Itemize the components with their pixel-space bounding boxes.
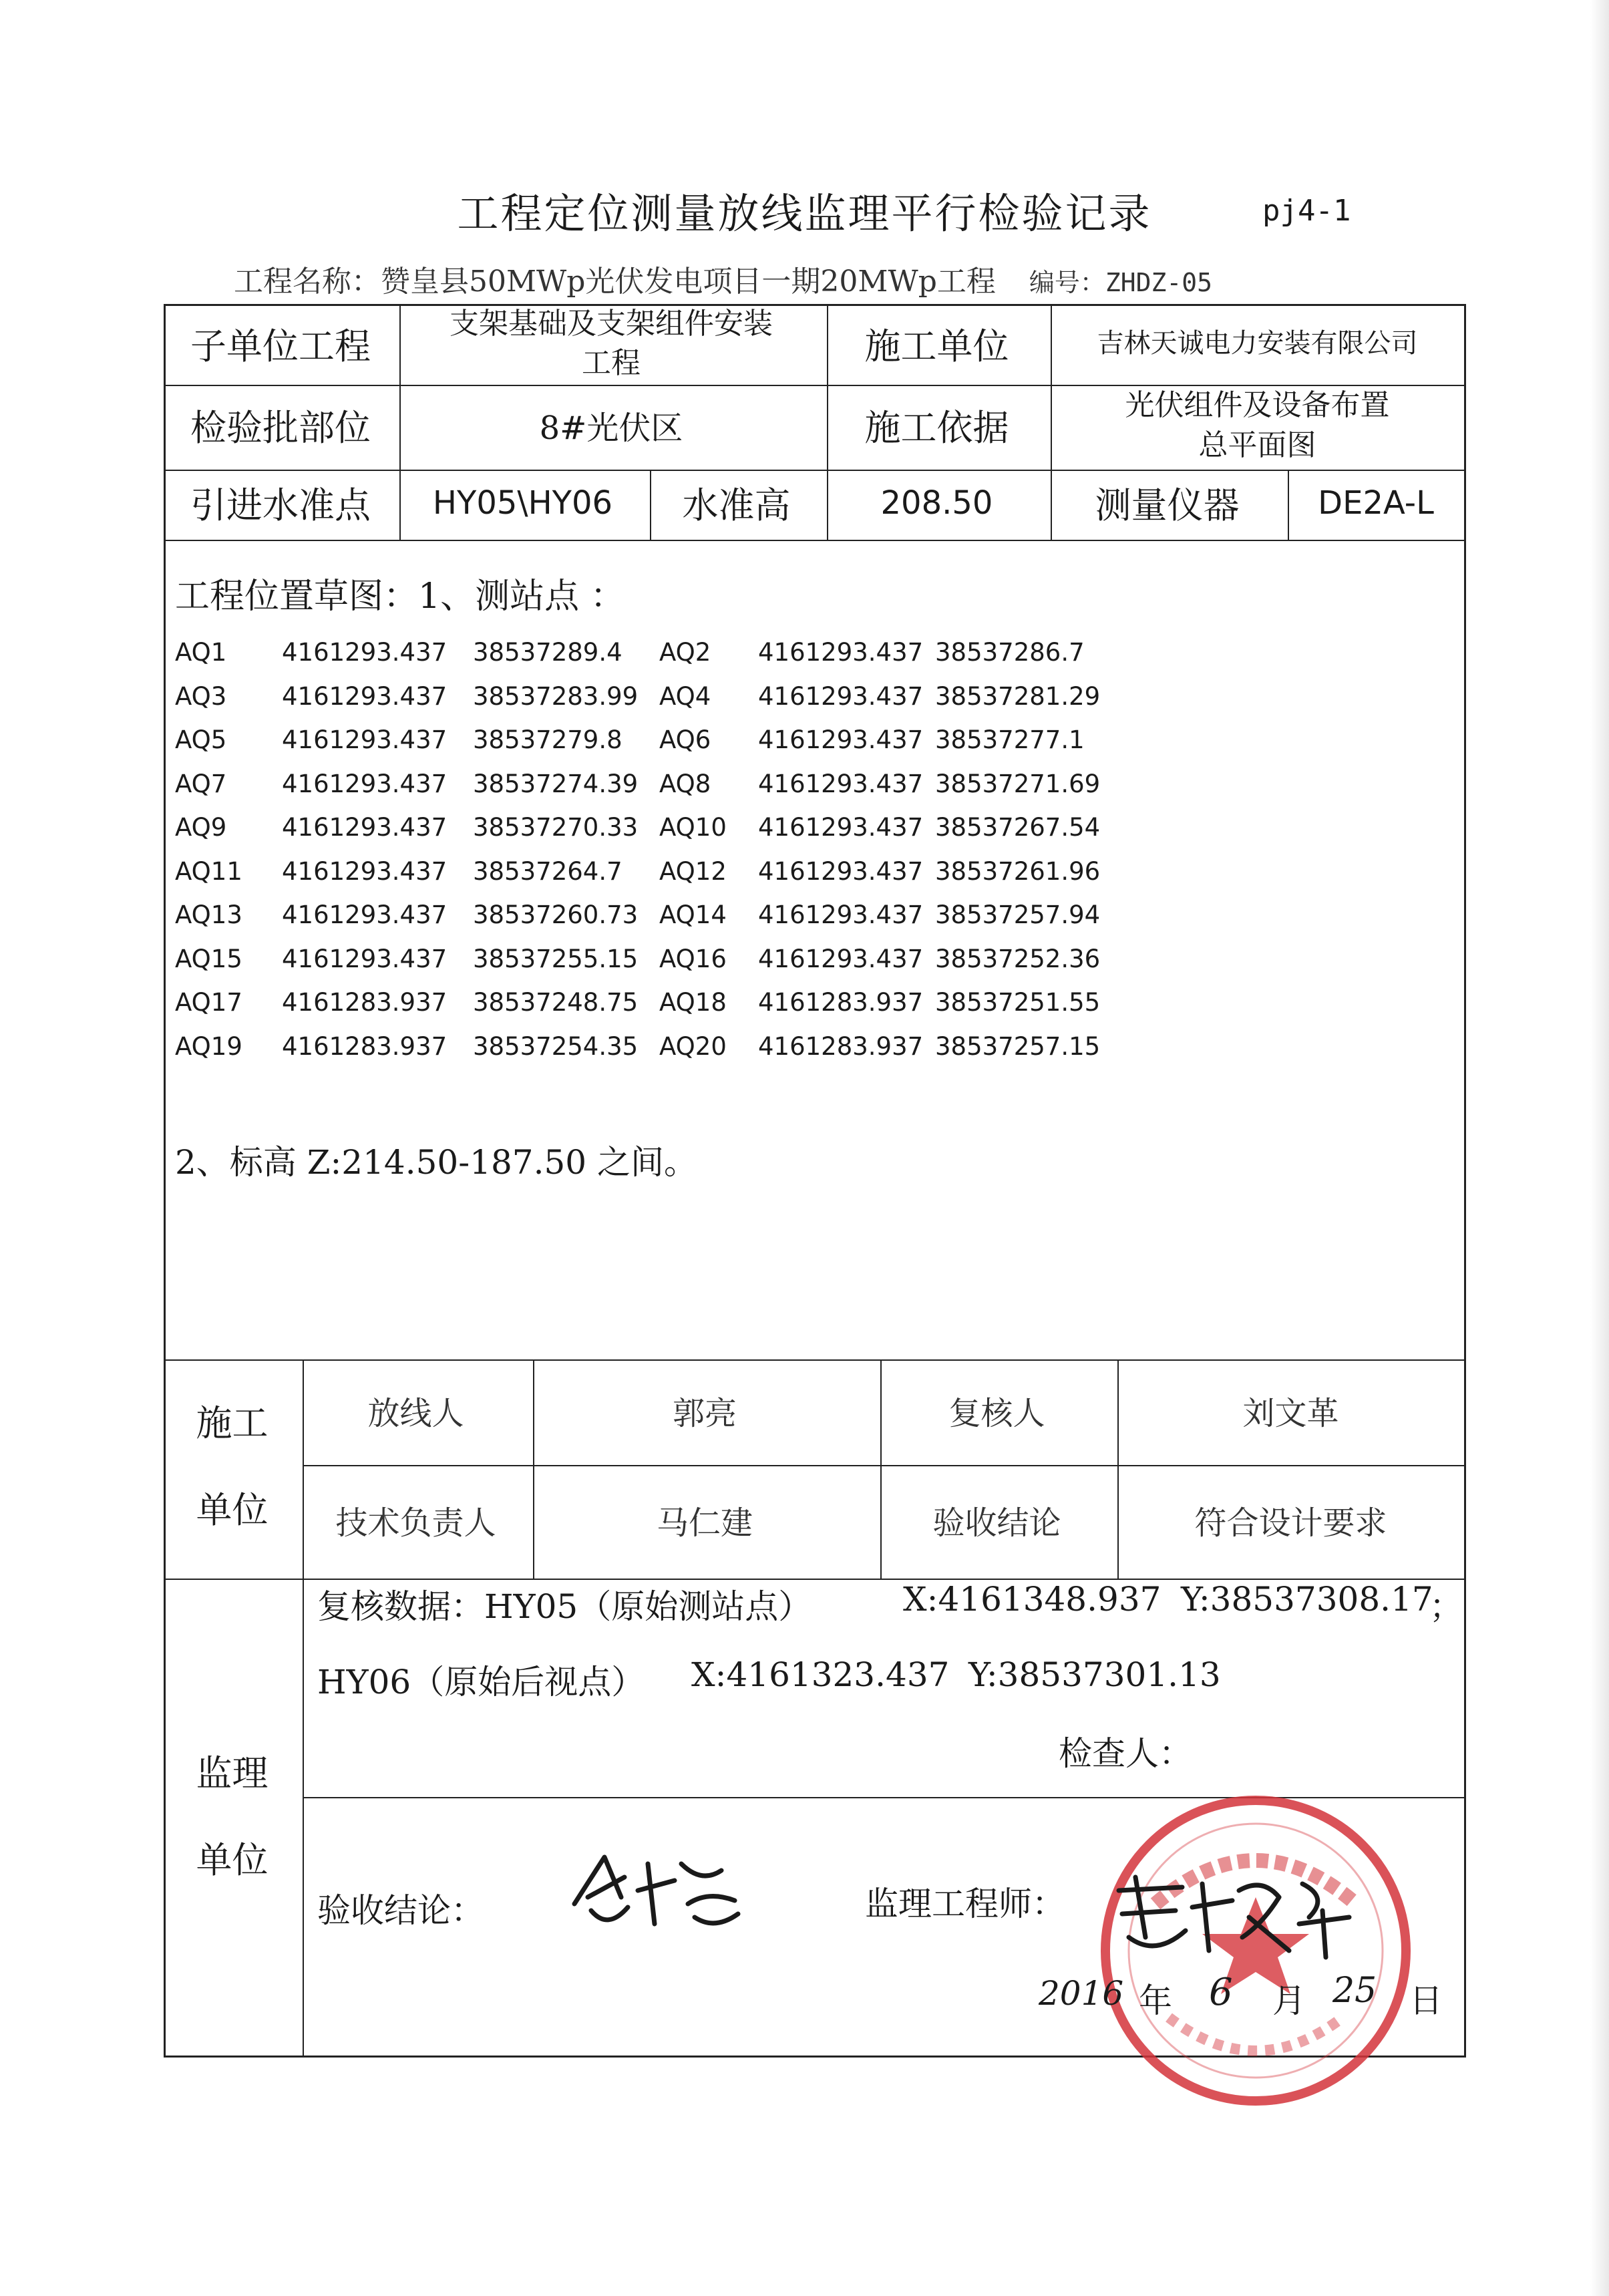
project-label: 工程名称： xyxy=(234,265,381,299)
point-y: 38537260.73 xyxy=(473,900,639,929)
point-y: 38537271.69 xyxy=(935,769,1101,798)
point-x: 4161293.437 xyxy=(758,769,924,798)
date-year-suffix: 年 xyxy=(1139,1981,1172,2020)
station-point-row xyxy=(175,900,1110,945)
point-x: 4161293.437 xyxy=(282,638,448,667)
point-y: 38537264.7 xyxy=(473,856,622,886)
batch-value: 8#光伏区 xyxy=(539,409,683,447)
point-x: 4161293.437 xyxy=(758,725,924,754)
sketch-title: 工程位置草图：1、测站点 ： xyxy=(175,577,625,617)
point-y: 38537283.99 xyxy=(473,681,639,711)
basis-value-line2: 总平面图 xyxy=(1198,428,1316,462)
point-x: 4161293.437 xyxy=(282,813,448,842)
station-point-row xyxy=(175,682,1110,726)
benchmark-value: HY05\HY06 xyxy=(432,484,613,522)
point-id: AQ12 xyxy=(659,856,727,886)
sub-unit-value-line2: 工程 xyxy=(582,346,641,380)
station-point-row xyxy=(175,638,1110,682)
review-line1-x: X:4161348.937 xyxy=(903,1580,1161,1619)
station-point-row xyxy=(175,725,1110,770)
review-line-1 xyxy=(317,1580,812,1628)
engineer-signature xyxy=(1109,1864,1363,1964)
point-x: 4161293.437 xyxy=(758,681,924,711)
handwritten-conclusion-signature xyxy=(568,1844,755,1944)
number-label: 编号： xyxy=(1029,268,1105,297)
form-id: pj4-1 xyxy=(1262,194,1351,228)
point-y: 38537255.15 xyxy=(473,944,639,973)
inspector-label: 检查人： xyxy=(1059,1734,1192,1773)
conclusion-label: 验收结论： xyxy=(317,1891,484,1930)
review-line2-x: X:4161323.437 xyxy=(691,1655,950,1694)
basis-value-line1: 光伏组件及设备布置 xyxy=(1125,388,1390,423)
construction-unit-label: 施工单位 xyxy=(864,325,1009,367)
point-id: AQ2 xyxy=(659,638,711,667)
acceptance-label: 验收结论 xyxy=(932,1504,1061,1542)
point-id: AQ11 xyxy=(175,856,242,886)
construction-unit-value: 吉林天诚电力安装有限公司 xyxy=(1097,328,1418,359)
supervision-unit-side-label xyxy=(164,1724,301,1911)
station-point-row xyxy=(175,988,1110,1032)
point-id: AQ4 xyxy=(659,681,711,711)
date-year: 2016 xyxy=(1039,1974,1124,2013)
point-x: 4161293.437 xyxy=(758,856,924,886)
point-y: 38537251.55 xyxy=(935,988,1101,1017)
construction-unit-side-label-line2: 单位 xyxy=(196,1489,269,1531)
page-edge-shadow xyxy=(1590,0,1609,2296)
date-month-suffix: 月 xyxy=(1272,1981,1306,2020)
date-month: 6 xyxy=(1209,1971,1233,2014)
tech-lead-label: 技术负责人 xyxy=(335,1504,496,1542)
point-id: AQ18 xyxy=(659,988,727,1017)
basis-value xyxy=(1049,383,1466,468)
review-line1-label: 复核数据：HY05（原始测站点） xyxy=(317,1587,812,1626)
station-point-row xyxy=(175,945,1110,989)
point-y: 38537274.39 xyxy=(473,769,639,798)
review-line2-y: Y:38537301.13 xyxy=(968,1655,1221,1694)
point-id: AQ3 xyxy=(175,681,227,711)
review-line2-label: HY06（原始后视点） xyxy=(317,1663,645,1701)
construction-unit-side-label xyxy=(164,1357,301,1577)
point-id: AQ15 xyxy=(175,944,242,973)
point-y: 38537281.29 xyxy=(935,681,1101,711)
point-x: 4161283.937 xyxy=(758,1031,924,1061)
point-x: 4161293.437 xyxy=(282,681,448,711)
supervision-unit-side-label-line2: 单位 xyxy=(196,1839,269,1881)
point-y: 38537248.75 xyxy=(473,988,639,1017)
review-line1-end: ； xyxy=(1429,1587,1463,1626)
number-value: ZHDZ-05 xyxy=(1105,268,1213,297)
point-x: 4161293.437 xyxy=(758,900,924,929)
point-id: AQ17 xyxy=(175,988,242,1017)
point-id: AQ7 xyxy=(175,769,227,798)
date-day: 25 xyxy=(1332,1971,1377,2011)
point-x: 4161293.437 xyxy=(758,944,924,973)
sub-unit-value xyxy=(397,304,825,383)
point-x: 4161293.437 xyxy=(282,725,448,754)
point-y: 38537279.8 xyxy=(473,725,622,754)
construction-unit-side-label-line1: 施工 xyxy=(196,1402,269,1445)
point-x: 4161283.937 xyxy=(758,988,924,1017)
point-y: 38537277.1 xyxy=(935,725,1085,754)
point-id: AQ8 xyxy=(659,769,711,798)
station-point-row xyxy=(175,1032,1110,1076)
point-y: 38537257.94 xyxy=(935,900,1101,929)
sub-unit-label: 子单位工程 xyxy=(190,325,371,367)
point-id: AQ14 xyxy=(659,900,727,929)
elevation-range: 2、标高 Z:214.50-187.50 之间。 xyxy=(175,1143,697,1182)
point-y: 38537252.36 xyxy=(935,944,1101,973)
level-label: 水准高 xyxy=(682,484,791,526)
acceptance-value: 符合设计要求 xyxy=(1194,1504,1387,1542)
point-id: AQ13 xyxy=(175,900,242,929)
point-y: 38537257.15 xyxy=(935,1031,1101,1061)
point-id: AQ10 xyxy=(659,813,727,842)
point-y: 38537270.33 xyxy=(473,813,639,842)
point-x: 4161283.937 xyxy=(282,1031,448,1061)
point-x: 4161293.437 xyxy=(758,638,924,667)
point-y: 38537254.35 xyxy=(473,1031,639,1061)
point-id: AQ1 xyxy=(175,638,227,667)
point-y: 38537286.7 xyxy=(935,638,1085,667)
point-x: 4161283.937 xyxy=(282,988,448,1017)
point-x: 4161293.437 xyxy=(282,856,448,886)
level-value: 208.50 xyxy=(880,484,993,522)
document-title: 工程定位测量放线监理平行检验记录 xyxy=(457,189,1152,238)
point-id: AQ5 xyxy=(175,725,227,754)
benchmark-label: 引进水准点 xyxy=(190,484,371,526)
instrument-label: 测量仪器 xyxy=(1095,484,1240,526)
setter-value: 郭亮 xyxy=(672,1394,737,1432)
review-line1-y: Y:38537308.17 xyxy=(1181,1580,1433,1619)
point-x: 4161293.437 xyxy=(282,900,448,929)
sub-unit-value-line1: 支架基础及支架组件安装 xyxy=(450,306,773,341)
date-day-suffix: 日 xyxy=(1409,1981,1443,2020)
station-point-row xyxy=(175,813,1110,857)
point-x: 4161293.437 xyxy=(282,944,448,973)
engineer-label: 监理工程师： xyxy=(865,1884,1065,1923)
supervision-unit-side-label-line1: 监理 xyxy=(196,1752,269,1795)
point-id: AQ19 xyxy=(175,1031,242,1061)
point-id: AQ6 xyxy=(659,725,711,754)
point-id: AQ20 xyxy=(659,1031,727,1061)
point-y: 38537261.96 xyxy=(935,856,1101,886)
point-id: AQ9 xyxy=(175,813,227,842)
point-id: AQ16 xyxy=(659,944,727,973)
point-x: 4161293.437 xyxy=(758,813,924,842)
batch-label: 检验批部位 xyxy=(190,407,371,449)
station-point-row xyxy=(175,770,1110,814)
project-name: 赞皇县50MWp光伏发电项目一期20MWp工程 xyxy=(381,265,996,299)
basis-label: 施工依据 xyxy=(864,407,1009,449)
checker-label: 复核人 xyxy=(948,1394,1045,1432)
project-line xyxy=(234,257,1212,300)
point-y: 38537267.54 xyxy=(935,813,1101,842)
point-x: 4161293.437 xyxy=(282,769,448,798)
station-points-list xyxy=(175,638,1110,1076)
station-point-row xyxy=(175,857,1110,901)
setter-label: 放线人 xyxy=(367,1394,464,1432)
instrument-value: DE2A-L xyxy=(1318,484,1434,522)
point-y: 38537289.4 xyxy=(473,638,622,667)
checker-value: 刘文革 xyxy=(1242,1394,1339,1432)
tech-lead-value: 马仁建 xyxy=(656,1504,753,1542)
